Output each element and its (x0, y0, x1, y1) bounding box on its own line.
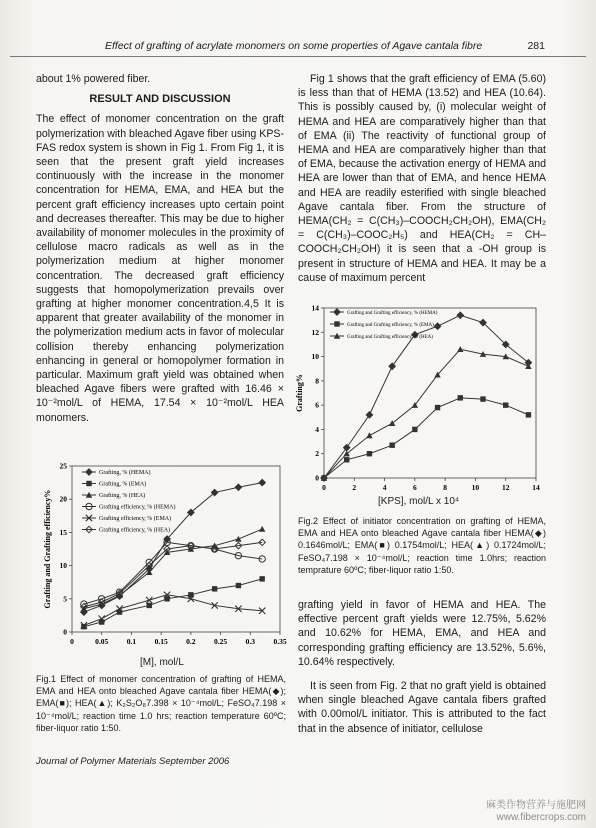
chart-1-series-1-line (84, 579, 262, 627)
chart-2-series-1-point (526, 412, 531, 417)
chart-2-plot-frame (324, 308, 536, 478)
chart-2-series-2 (321, 346, 532, 481)
chart-2-y-tick-label: 2 (315, 449, 319, 459)
figure-2-x-axis-title: [KPS], mol/L x 10⁴ (378, 496, 460, 507)
chart-1-legend-marker (86, 481, 91, 486)
chart-2-legend-label: Grafting and Grafting efficiency, % (HEA) (347, 335, 433, 341)
chart-2-x-tick-label: 6 (412, 483, 417, 492)
chart-2-x-tick-label: 0 (322, 483, 326, 492)
chart-1-series-1-point (147, 603, 152, 608)
figure-1 (22, 458, 292, 660)
chart-1-series-0-point (235, 484, 241, 490)
chart-1-y-tick-label: 20 (59, 494, 67, 504)
left-paragraph: The effect of monomer concentration on the graft polymerization with bleached Agave fiber using KPS-FAS redox system is shown in Fig 1. From Fig 1, it is seen that the present graft yield increases continuously with the increase in the monomer concentration for HEMA, EMA, and HEA but the percent graft efficiency increases upto certain point and decreases thereafter. This may be due to higher availability of monomer molecules in the proximity of cellulose macro radicals as well as in the polymerization medium at higher monomer concentration. The decreased graft efficiency suggests that homopolymerization prevails over grafting at higher monomer concentration.4,5 It is apparent that greater availability of the monomer in the polymerization medium acts in favor of molecular collision thereby enhancing polymerization enhancing in general or homopolymer formation in particular. Maximum graft yield was obtained when bleached Agave fibers were grafted with 16.46 × 10⁻²mol/L of HEMA, 17.54 × 10⁻²mol/L HEA monomers. (36, 113, 284, 424)
chart-1-y-tick-label: 15 (59, 527, 67, 537)
chart-1-x-tick-label: 0.05 (95, 637, 109, 646)
chart-1-series-5 (81, 539, 266, 610)
journal-footer: Journal of Polymer Materials September 2006 (36, 756, 230, 767)
right-column-bottom (298, 598, 546, 740)
chart-1-series-4-point (146, 597, 152, 603)
chart-2-series-2-line (324, 349, 528, 478)
figure-1-x-axis-title: [M], mol/L (140, 657, 184, 668)
figure-2-chart (295, 300, 548, 504)
header-rule (10, 56, 586, 57)
chart-2-series-1-point (458, 395, 463, 400)
chart-2-series-0-point (457, 312, 463, 318)
chart-2-legend-marker (334, 321, 339, 326)
chart-1-legend-label: Grafting efficiency, % (EMA) (99, 516, 172, 523)
chart-2-series-0-point (434, 323, 440, 329)
chart-2-legend-marker (334, 309, 340, 315)
chart-1-x-tick-label: 0 (70, 637, 74, 646)
running-title: Effect of grafting of acrylate monomers on some properties of Agave cantala fibre (105, 40, 483, 52)
chart-1-legend-label: Grafting efficiency, % (HEA) (99, 527, 171, 534)
chart-1-y-tick-label: 25 (59, 461, 67, 471)
chart-1-x-tick-label: 0.2 (186, 637, 196, 646)
chart-2-series-1 (321, 395, 531, 481)
chart-1-x-tick-label: 0.3 (245, 637, 255, 646)
chart-1-legend-label: Grafting, % (HEA) (99, 493, 146, 500)
chart-2-y-tick-label: 10 (311, 352, 319, 362)
watermark-line-2: www.fibercrops.com (496, 812, 586, 823)
chart-1-x-tick-label: 0.1 (126, 637, 137, 646)
page-number: 281 (527, 40, 545, 52)
watermark (486, 800, 586, 824)
right-column-top (298, 72, 546, 289)
chart-1-series-2-line (84, 529, 262, 609)
figure-1-caption: Fig.1 Effect of monomer concentration of grafting of HEMA, EMA and HEA onto bleached Agave cantala fiber HEMA(◆); EMA(■); HEA(▲); K₂S₂O₈7.398 × 10⁻⁴mol/L; FeSO₄7.198 × 10⁻⁴mol/L; reaction time 1.0 hrs; reaction temperature 60ºC; fiber-liquor ratio 1:50. (36, 674, 286, 733)
chart-1-series-1-point (212, 586, 217, 591)
chart-2-y-axis-title: Grafting% (295, 374, 304, 412)
chart-1-series-1-point (259, 576, 264, 581)
right-paragraph-3: It is seen from Fig. 2 that no graft yield is obtained when single bleached Agave cantala fibers grafted with 0.00mol/L initiator. This is attributed to the fact that in the absence of initiator, cellulose (298, 680, 546, 735)
chart-2-series-2-point (366, 432, 372, 438)
right-paragraph-1: Fig 1 shows that the graft efficiency of EMA (5.60) is less than that of HEMA (13.52) and HEA (10.64). This is possibly caused by, (i) molecular weight of HEMA and HEA are comparatively higher than that of EMA (ii) The reactivity of functional group of HEMA and HEA are comparatively higher than that of EMA, because the activation energy of HEMA and HEA are lower than that of EMA, and hence HEMA and HEA are readily esterified with single bleached Agave cantala fiber. From the structure of HEMA(CH₂ = C(CH₃)–COOCH₂CH₂OH), EMA(CH₂ = C(CH₃)–COOC₂H₅) and HEA(CH₂ = CH–COOCH₂CH₂OH) it is seen that a -OH group is present in structure of HEMA and HEA. It may be a cause of maximum percent (298, 73, 546, 284)
chart-2-legend (330, 309, 438, 340)
chart-2-series-1-point (389, 443, 394, 448)
chart-1-legend-marker (86, 469, 92, 475)
chart-2-series-1-point (503, 402, 508, 407)
figure-2-caption: Fig.2 Effect of initiator concentration on grafting of HEMA, EMA and HEA onto bleached Agave cantala fiber HEMA(◆) 0.1646mol/L; EMA(■) 0.1754mol/L; HEA(▲) 0.1724mol/L; FeSO₄7.198 × 10⁻⁴mol/L; reaction time 1.0hrs; reaction temprature 60ºC; fiber-liquor ratio 1:50. (298, 516, 546, 575)
chart-1-legend-label: Grafting efficiency, % (HEMA) (99, 504, 176, 511)
chart-2-legend-label: Grafting and Grafting efficiency, % (EMA) (347, 323, 434, 329)
right-paragraph-2: grafting yield in favor of HEMA and HEA. The effective percent graft yields were 12.75%, 5.62% and 10.62% for HEMA, EMA, and HEA and corresponding grafting efficiency are 13.52%, 5.6%, 10.64% respectively. (298, 599, 546, 668)
figure-2 (295, 300, 548, 504)
chart-2-series-1-point (435, 405, 440, 410)
chart-2-series-0-point (366, 412, 372, 418)
chart-1-series-0-point (259, 479, 265, 485)
chart-2-series-0-point (389, 363, 395, 369)
chart-2-x-tick-label: 4 (382, 483, 387, 492)
chart-2-series-1-point (344, 457, 349, 462)
chart-1-x-tick-label: 0.15 (154, 637, 168, 646)
chart-2-series-1-line (324, 398, 528, 478)
chart-2-series-2-point (457, 346, 463, 352)
chart-1-y-tick-label: 0 (63, 627, 67, 637)
chart-1-legend (82, 469, 175, 534)
chart-2-y-tick-label: 12 (311, 327, 319, 337)
chart-2-y-tick-label: 0 (315, 473, 319, 483)
chart-2-x-tick-label: 14 (532, 483, 540, 492)
chart-2-x-tick-label: 2 (352, 483, 357, 492)
chart-1-series-1-point (236, 583, 241, 588)
chart-1-x-tick-label: 0.35 (273, 637, 287, 646)
chart-1-y-axis-title: Grafting and Grafting efficiency% (43, 489, 52, 609)
chart-1-series-3 (81, 539, 266, 607)
chart-1-series-0-line (84, 483, 262, 612)
figure-1-chart (22, 458, 292, 660)
running-header (105, 40, 545, 52)
lead-line: about 1% powered fiber. (36, 73, 151, 85)
section-heading: RESULT AND DISCUSSION (89, 93, 231, 106)
chart-2-y-tick-label: 8 (315, 376, 319, 386)
chart-1-legend-label: Grafting, % (HEMA) (99, 470, 151, 477)
chart-2-y-tick-label: 6 (315, 400, 319, 410)
chart-1-y-tick-label: 5 (63, 594, 67, 604)
chart-2-series-1-point (367, 451, 372, 456)
watermark-line-1: 麻类作物营养与施肥网 (486, 800, 586, 811)
chart-1-legend-label: Grafting, % (EMA) (99, 481, 147, 488)
left-column (36, 72, 284, 429)
chart-1-series-4 (81, 592, 266, 629)
chart-2-y-tick-label: 14 (311, 303, 319, 313)
chart-2-series-1-point (412, 427, 417, 432)
chart-2-y-tick-label: 4 (315, 424, 319, 434)
chart-1-series-2-point (259, 526, 265, 532)
chart-1-series-0 (81, 479, 266, 615)
chart-2-x-tick-label: 8 (443, 483, 448, 492)
chart-1-x-tick-label: 0.25 (214, 637, 228, 646)
chart-2-x-tick-label: 12 (501, 483, 510, 492)
chart-1-y-tick-label: 10 (59, 561, 67, 571)
chart-2-series-1-point (480, 396, 485, 401)
chart-2-x-tick-label: 10 (471, 483, 480, 492)
chart-1-series-1 (81, 576, 265, 629)
chart-1-series-5-line (84, 542, 262, 606)
chart-2-legend-label: Grafting and Grafting efficiency, % (HEMA) (347, 311, 438, 317)
chart-1-series-2-point (235, 536, 241, 542)
